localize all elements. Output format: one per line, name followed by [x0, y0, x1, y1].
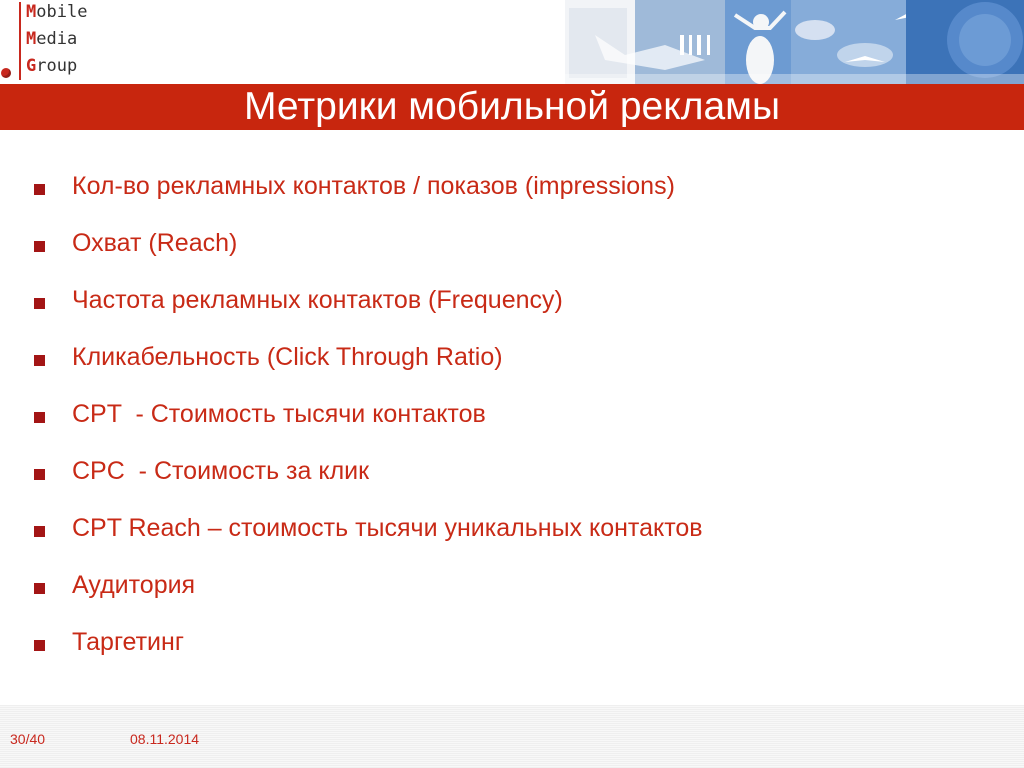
- list-item-text: Таргетинг: [72, 628, 184, 656]
- page-number: 30/40: [10, 731, 46, 747]
- list-item: [0, 274, 1000, 314]
- list-item-text: Частота рекламных контактов (Frequency): [72, 286, 563, 314]
- slide-title: Метрики мобильной рекламы: [243, 85, 781, 128]
- square-bullet-icon: [34, 583, 45, 594]
- list-item-text: CPT - Стоимость тысячи контактов: [72, 400, 486, 428]
- list-item-text: Аудитория: [72, 571, 196, 599]
- list-item: [0, 217, 1000, 257]
- list-item: [0, 445, 1000, 485]
- square-bullet-icon: [34, 640, 45, 651]
- list-item: [0, 388, 1000, 428]
- square-bullet-icon: [34, 184, 45, 195]
- list-item-text: Охват (Reach): [72, 229, 238, 257]
- list-item: [0, 559, 1000, 599]
- slide-date: 08.11.2014: [130, 731, 200, 747]
- square-bullet-icon: [34, 412, 45, 423]
- logo-dot-icon: [1, 68, 11, 78]
- company-logo: [0, 0, 90, 84]
- square-bullet-icon: [34, 298, 45, 309]
- list-item: [0, 160, 1000, 200]
- list-item-text: Кликабельность (Click Through Ratio): [72, 343, 503, 371]
- square-bullet-icon: [34, 355, 45, 366]
- list-item-text: CPC - Стоимость за клик: [72, 457, 370, 485]
- square-bullet-icon: [34, 469, 45, 480]
- square-bullet-icon: [34, 526, 45, 537]
- list-item: [0, 331, 1000, 371]
- logo-word-group: Group: [26, 56, 78, 76]
- list-item: [0, 502, 1000, 542]
- logo-divider: [19, 2, 21, 80]
- list-item: [0, 616, 1000, 656]
- list-item-text: CPT Reach – стоимость тысячи уникальных контактов: [72, 514, 703, 542]
- logo-word-media: Media: [26, 29, 78, 49]
- list-item-text: Кол-во рекламных контактов / показов (impressions): [72, 172, 675, 200]
- header-banner-image: [565, 0, 1024, 84]
- logo-word-mobile: Mobile: [26, 2, 88, 22]
- square-bullet-icon: [34, 241, 45, 252]
